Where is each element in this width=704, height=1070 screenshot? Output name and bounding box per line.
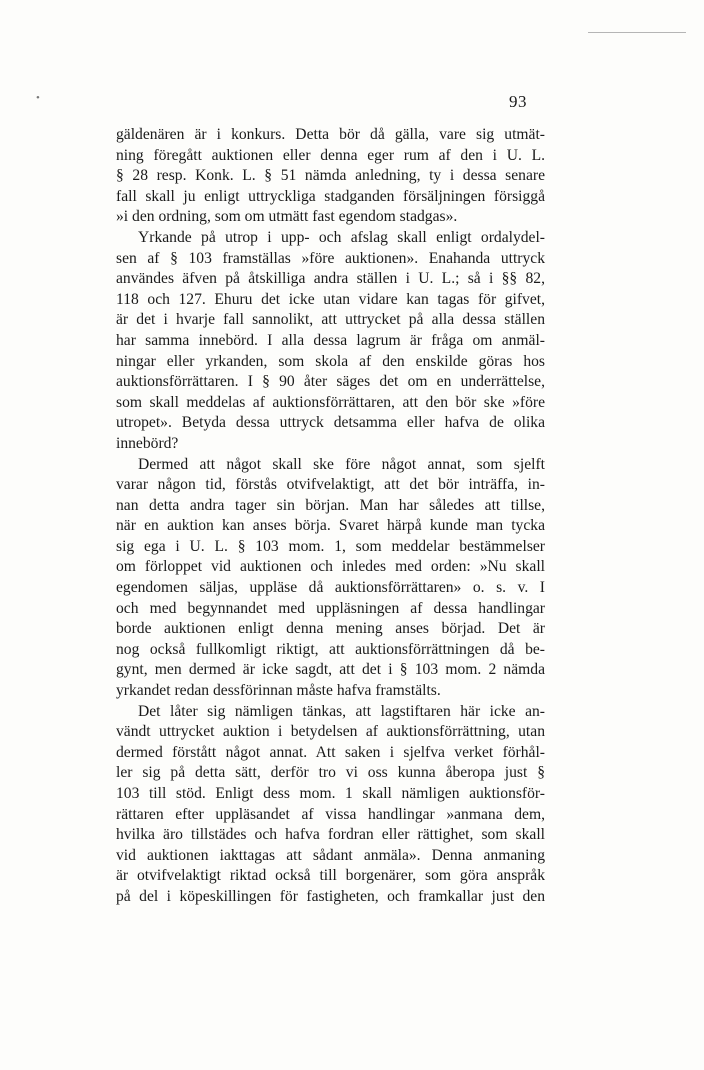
text-line: dermed förstått något annat. Att saken i sjelfva verket förhål- xyxy=(116,743,545,761)
text-line: vändt uttrycket auktion i betydelsen af auktionsförrättning, utan xyxy=(116,723,545,741)
text-line: gäldenären är i konkurs. Detta bör då gälla, vare sig utmät- xyxy=(116,126,545,143)
text-line: innebörd? xyxy=(116,434,179,452)
top-rule xyxy=(588,32,686,33)
text-line: sen af § 103 framställas »före auktionen». Enahanda uttryck xyxy=(116,249,545,267)
text-line: när en auktion kan anses börja. Svaret härpå kunde man tycka xyxy=(116,517,545,535)
text-line: egendomen säljas, uppläse då auktionsförrättaren» o. s. v. I xyxy=(116,579,545,597)
text-line: ningar eller yrkanden, som skola af den enskilde göras hos xyxy=(116,352,545,370)
body-text xyxy=(116,125,545,908)
text-line: är det i hvarje fall sannolikt, att uttrycket på alla dessa ställen xyxy=(116,311,545,329)
text-line: Dermed att något skall ske före något annat, som sjelft xyxy=(138,455,545,473)
text-line: fall skall ju enligt uttryckliga stadganden försäljningen försiggå xyxy=(116,187,545,205)
text-line: har samma innebörd. I alla dessa lagrum är fråga om anmäl- xyxy=(116,331,545,349)
text-line: nog också fullkomligt riktigt, att auktionsförrättningen då be- xyxy=(116,640,545,658)
text-line: utropet». Betyda dessa uttryck detsamma eller hafva de olika xyxy=(116,414,545,432)
text-line: varar någon tid, förstås otvifvelaktigt, att det bör inträffa, in- xyxy=(116,476,545,494)
text-line: rättaren efter uppläsandet af vissa handlingar »anmana dem, xyxy=(116,805,545,823)
text-line: är otvifvelaktigt riktad också till borgenärer, som göra anspråk xyxy=(116,867,545,885)
text-line: på del i köpeskillingen för fastigheten, och framkallar just den xyxy=(116,887,545,905)
text-line: Det låter sig nämligen tänkas, att lagstiftaren här icke an- xyxy=(138,702,545,720)
text-line: auktionsförrättaren. I § 90 åter säges det om en underrättelse, xyxy=(116,373,545,391)
text-line: borde auktionen enligt denna mening anses börjad. Det är xyxy=(116,620,545,638)
text-line: gynt, men dermed är icke sagdt, att det i § 103 mom. 2 nämda xyxy=(116,661,545,679)
text-line: ler sig på detta sätt, derför tro vi oss kunna åberopa just § xyxy=(116,764,545,782)
page-number: 93 xyxy=(509,92,527,111)
text-line: Yrkande på utrop i upp- och afslag skall enligt ordalydel- xyxy=(138,228,545,246)
text-line: nan detta andra tager sin början. Man har således att tillse, xyxy=(116,496,545,514)
text-line: hvilka äro tillstädes och hafva fordran eller rättighet, som skall xyxy=(116,826,545,844)
text-line: användes äfven på åtskilliga andra ställen i U. L.; så i §§ 82, xyxy=(116,270,545,288)
text-line: § 28 resp. Konk. L. § 51 nämda anledning, ty i dessa senare xyxy=(116,167,545,185)
margin-dot: • xyxy=(36,92,40,104)
text-line: 118 och 127. Ehuru det icke utan vidare kan tagas för gifvet, xyxy=(116,290,545,308)
text-line: vid auktionen iakttagas att sådant anmäla». Denna anmaning xyxy=(116,846,545,864)
text-line: om förloppet vid auktionen och inledes med orden: »Nu skall xyxy=(116,558,545,576)
text-line: och med begynnandet med uppläsningen af dessa handlingar xyxy=(116,599,545,617)
text-line: yrkandet redan dessförinnan måste hafva framstälts. xyxy=(116,682,441,700)
text-line: 103 till stöd. Enligt dess mom. 1 skall nämligen auktionsför- xyxy=(116,785,545,802)
text-line: »i den ordning, som om utmätt fast egendom stadgas». xyxy=(116,208,458,226)
text-line: sig ega i U. L. § 103 mom. 1, som meddelar bestämmelser xyxy=(116,537,545,555)
text-line: som skall meddelas af auktionsförrättaren, att den bör ske »före xyxy=(116,393,545,411)
text-line: ning föregått auktionen eller denna eger rum af den i U. L. xyxy=(116,146,545,164)
